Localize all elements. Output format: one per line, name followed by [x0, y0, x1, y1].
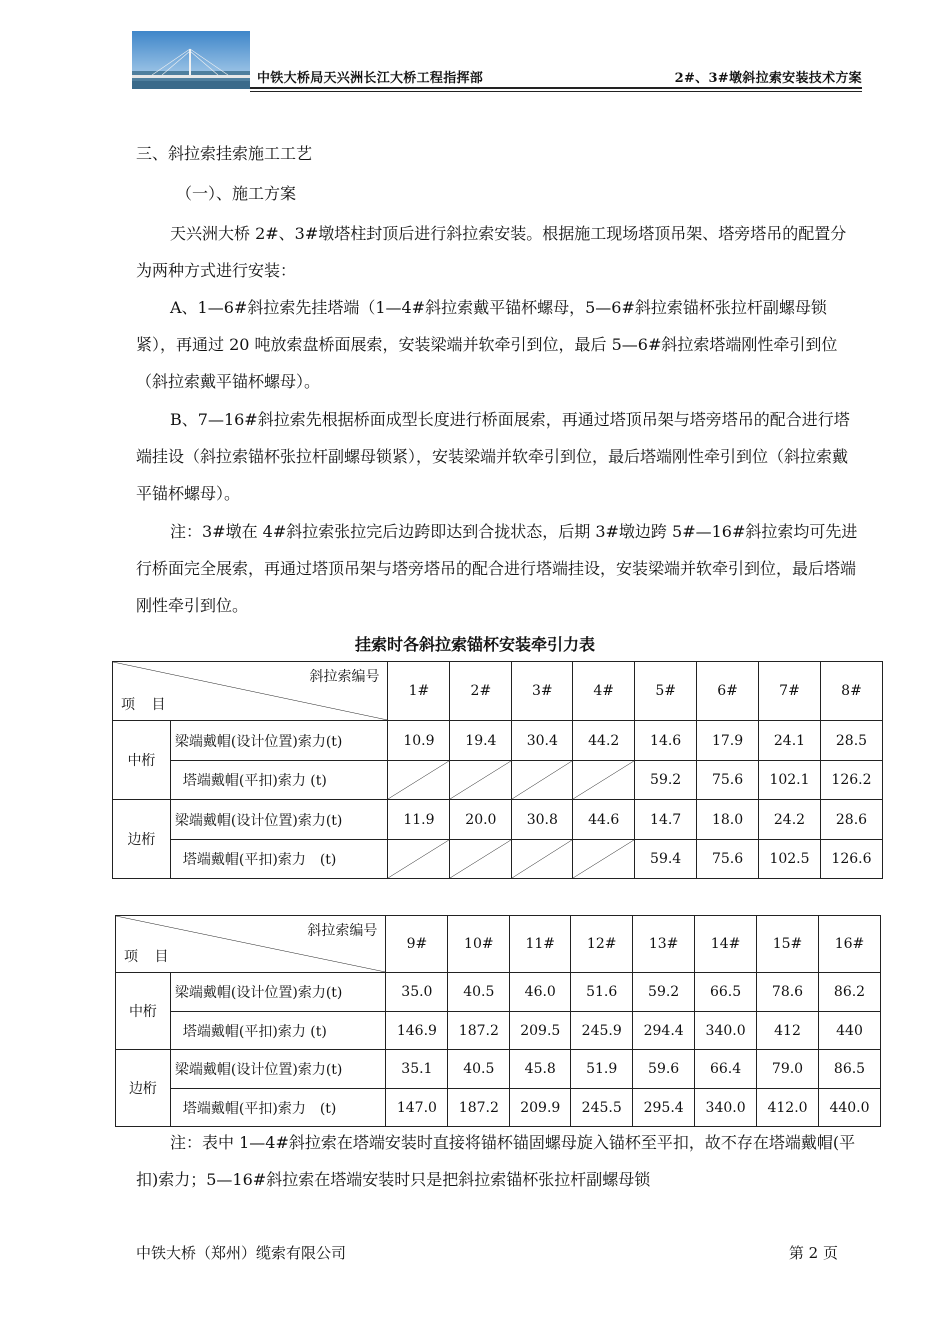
group-label-side: 边桁: [113, 800, 171, 879]
col-header: 15#: [757, 916, 819, 973]
table-cell: 75.6: [697, 761, 759, 800]
table-cell: 20.0: [450, 800, 512, 840]
col-header: 2#: [450, 662, 512, 721]
table-cell: 59.2: [633, 973, 695, 1012]
table-cell: 28.5: [820, 721, 882, 761]
table-cell: 59.2: [635, 761, 697, 800]
subsection-title: （一）、施工方案: [176, 184, 297, 203]
table-cell: 11.9: [388, 800, 450, 840]
col-header: 7#: [759, 662, 821, 721]
table-cell: 30.8: [512, 800, 573, 840]
col-header: 4#: [573, 662, 635, 721]
table-cell: 146.9: [386, 1012, 448, 1050]
table-cell: 18.0: [697, 800, 759, 840]
empty-slash-cell: [512, 840, 573, 879]
footer-company: 中铁大桥（郑州）缆索有限公司: [136, 1244, 347, 1262]
corner-header-cable: 斜拉索编号: [307, 923, 378, 939]
col-header: 16#: [818, 916, 880, 973]
table-cell: 10.9: [388, 721, 450, 761]
empty-slash-cell: [512, 761, 573, 800]
footer-page-number: 第 2 页: [788, 1244, 838, 1262]
group-label-mid: 中桁: [113, 721, 171, 800]
paragraph-1: 天兴洲大桥 2#、3#墩塔柱封顶后进行斜拉索安装。根据施工现场塔顶吊架、塔旁塔吊的配置分为两种方式进行安装：: [136, 224, 847, 280]
col-header: 13#: [633, 916, 695, 973]
table-cell: 24.1: [759, 721, 821, 761]
row-label-tower: 塔端戴帽(平扣)索力 (t): [170, 1012, 386, 1050]
col-header: 8#: [820, 662, 882, 721]
table-cell: 14.7: [635, 800, 697, 840]
table-cell: 45.8: [510, 1050, 571, 1089]
table-cell: 440: [818, 1012, 880, 1050]
table-cell: 412.0: [757, 1089, 819, 1127]
table-cell: 295.4: [633, 1089, 695, 1127]
table-cell: 245.9: [571, 1012, 633, 1050]
table-cell: 78.6: [757, 973, 819, 1012]
table-cell: 75.6: [697, 840, 759, 879]
empty-slash-cell: [450, 840, 512, 879]
row-label-tower: 塔端戴帽(平扣)索力 (t): [170, 840, 388, 879]
table-cell: 44.2: [573, 721, 635, 761]
row-label-beam: 梁端戴帽(设计位置)索力(t): [170, 800, 388, 840]
corner-header-item: 项 目: [121, 697, 172, 713]
group-label-mid: 中桁: [116, 973, 171, 1050]
section-title: 三、斜拉索挂索施工工艺: [136, 144, 313, 163]
bridge-photo-icon: [132, 31, 250, 89]
table-cell: 209.9: [510, 1089, 571, 1127]
table-title: 挂索时各斜拉索锚杯安装牵引力表: [354, 635, 595, 654]
paragraph-note: 注：3#墩在 4#斜拉索张拉完后边跨即达到合拢状态，后期 3#墩边跨 5#—16#斜拉索均可先进行桥面完全展索，再通过塔顶吊架与塔旁塔吊的配合进行塔端挂设，安装梁端并软牵引到位，最后塔端刚性牵引到位。: [136, 522, 858, 615]
table-cell: 40.5: [448, 973, 510, 1012]
col-header: 14#: [695, 916, 757, 973]
col-header: 1#: [388, 662, 450, 721]
tension-table-2: [115, 915, 881, 1127]
header-left-title: 中铁大桥局天兴洲长江大桥工程指挥部: [257, 71, 484, 86]
paragraph-a: A、1—6#斜拉索先挂塔端（1—4#斜拉索戴平锚杯螺母，5—6#斜拉索锚杯张拉杆副螺母锁紧），再通过 20 吨放索盘桥面展索，安装梁端并软牵引到位，最后 5—6#斜拉索塔端刚性牵引到位（斜拉索戴平锚杯螺母）。: [136, 298, 838, 391]
table-cell: 30.4: [512, 721, 573, 761]
row-label-beam: 梁端戴帽(设计位置)索力(t): [170, 973, 386, 1012]
table-cell: 102.5: [759, 840, 821, 879]
table-cell: 126.6: [820, 840, 882, 879]
corner-header-item: 项 目: [124, 949, 175, 965]
col-header: 5#: [635, 662, 697, 721]
empty-slash-cell: [450, 761, 512, 800]
table-cell: 147.0: [386, 1089, 448, 1127]
col-header: 9#: [386, 916, 448, 973]
table-cell: 440.0: [818, 1089, 880, 1127]
row-label-tower: 塔端戴帽(平扣)索力 (t): [170, 1089, 386, 1127]
table-cell: 294.4: [633, 1012, 695, 1050]
table-cell: 340.0: [695, 1089, 757, 1127]
table-cell: 19.4: [450, 721, 512, 761]
col-header: 3#: [512, 662, 573, 721]
table-cell: 51.6: [571, 973, 633, 1012]
table-cell: 86.2: [818, 973, 880, 1012]
table-cell: 35.1: [386, 1050, 448, 1089]
empty-slash-cell: [573, 840, 635, 879]
empty-slash-cell: [388, 761, 450, 800]
table-cell: 59.4: [635, 840, 697, 879]
table-cell: 44.6: [573, 800, 635, 840]
tension-table-1: [112, 661, 883, 879]
table-cell: 24.2: [759, 800, 821, 840]
table-cell: 51.9: [571, 1050, 633, 1089]
empty-slash-cell: [388, 840, 450, 879]
corner-header: [116, 916, 386, 973]
group-label-side: 边桁: [116, 1050, 171, 1127]
table-cell: 79.0: [757, 1050, 819, 1089]
table-cell: 40.5: [448, 1050, 510, 1089]
col-header: 10#: [448, 916, 510, 973]
corner-header: [113, 662, 388, 721]
table-cell: 245.5: [571, 1089, 633, 1127]
table-cell: 102.1: [759, 761, 821, 800]
table-cell: 126.2: [820, 761, 882, 800]
table-cell: 86.5: [818, 1050, 880, 1089]
table-cell: 187.2: [448, 1012, 510, 1050]
header-rule-thin: [250, 91, 862, 92]
table-cell: 17.9: [697, 721, 759, 761]
table-cell: 66.4: [695, 1050, 757, 1089]
corner-header-cable: 斜拉索编号: [309, 669, 380, 685]
header-rule: [250, 87, 862, 89]
row-label-tower: 塔端戴帽(平扣)索力 (t): [170, 761, 388, 800]
table-cell: 412: [757, 1012, 819, 1050]
header-right-title: 2#、3#墩斜拉索安装技术方案: [674, 71, 862, 86]
col-header: 6#: [697, 662, 759, 721]
table-cell: 14.6: [635, 721, 697, 761]
table-cell: 28.6: [820, 800, 882, 840]
table-cell: 35.0: [386, 973, 448, 1012]
table-cell: 209.5: [510, 1012, 571, 1050]
col-header: 12#: [571, 916, 633, 973]
row-label-beam: 梁端戴帽(设计位置)索力(t): [170, 1050, 386, 1089]
table-cell: 187.2: [448, 1089, 510, 1127]
table-cell: 59.6: [633, 1050, 695, 1089]
row-label-beam: 梁端戴帽(设计位置)索力(t): [170, 721, 388, 761]
table-cell: 46.0: [510, 973, 571, 1012]
table-cell: 66.5: [695, 973, 757, 1012]
table-note: 注：表中 1—4#斜拉索在塔端安装时直接将锚杯锚固螺母旋入锚杯至平扣，故不存在塔端戴帽(平扣)索力；5—16#斜拉索在塔端安装时只是把斜拉索锚杯张拉杆副螺母锁: [136, 1133, 856, 1189]
empty-slash-cell: [573, 761, 635, 800]
table-cell: 340.0: [695, 1012, 757, 1050]
col-header: 11#: [510, 916, 571, 973]
paragraph-b: B、7—16#斜拉索先根据桥面成型长度进行桥面展索，再通过塔顶吊架与塔旁塔吊的配合进行塔端挂设（斜拉索锚杯张拉杆副螺母锁紧），安装梁端并软牵引到位，最后塔端刚性牵引到位（斜拉索戴平锚杯螺母）。: [136, 410, 850, 503]
